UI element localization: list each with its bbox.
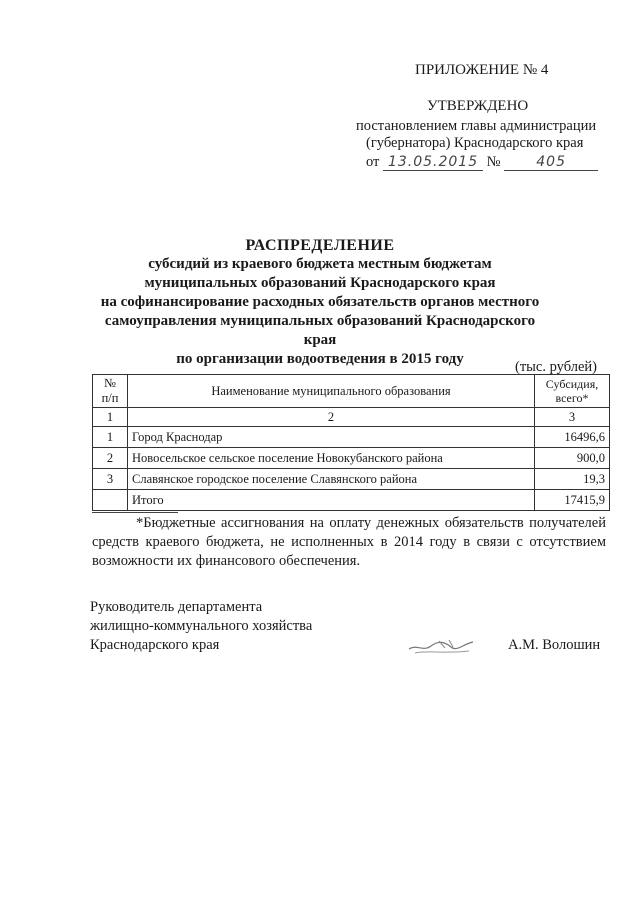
title-line-1: субсидий из краевого бюджета местным бюджетам xyxy=(148,256,492,272)
column-number: 3 xyxy=(535,408,610,427)
header-num xyxy=(93,375,128,408)
header-subsidy-line-2: всего* xyxy=(555,391,589,405)
header-num-line-2: п/п xyxy=(101,391,119,405)
title-main: РАСПРЕДЕЛЕНИЕ xyxy=(245,237,395,254)
decree-date-line xyxy=(366,154,598,171)
row-number: 1 xyxy=(93,427,128,448)
row-name: Новосельское сельское поселение Новокубанского района xyxy=(128,448,535,469)
unit-label: (тыс. рублей) xyxy=(515,359,597,375)
decree-line-1: постановлением главы администрации xyxy=(356,118,597,134)
signer-name: А.М. Волошин xyxy=(508,637,601,653)
title-line-5: по организации водоотведения в 2015 году xyxy=(176,351,464,367)
decree-date: 13.05.2015 xyxy=(383,154,483,171)
header-name: Наименование муниципального образования xyxy=(128,375,535,408)
footnote: *Бюджетные ассигнования на оплату денежных обязательств получателей средств краевого бюджета, не исполненных в 2014 году в связи с отсутствием возможности их финансового обеспечения. xyxy=(92,515,606,569)
row-name: Славянское городское поселение Славянского района xyxy=(128,469,535,490)
signatory-line-1: Руководитель департамента xyxy=(90,599,263,615)
title-line-4: самоуправления муниципальных образований Краснодарского края xyxy=(104,313,536,348)
column-number: 2 xyxy=(128,408,535,427)
subsidy-table xyxy=(92,374,610,511)
table-row xyxy=(93,427,610,448)
total-row xyxy=(93,490,610,511)
total-number xyxy=(93,490,128,511)
header-subsidy-line-1: Субсидия, xyxy=(545,377,599,391)
decree-number: 405 xyxy=(504,154,598,171)
title-line-2: муниципальных образований Краснодарского края xyxy=(144,275,496,291)
document-title xyxy=(100,236,540,369)
table-row xyxy=(93,448,610,469)
row-value: 16496,6 xyxy=(535,427,610,448)
approved-label: УТВЕРЖДЕНО xyxy=(427,98,529,114)
total-value: 17415,9 xyxy=(535,490,610,511)
header-num-line-1: № xyxy=(104,376,116,390)
handwritten-signature xyxy=(405,632,477,658)
row-number: 3 xyxy=(93,469,128,490)
row-number: 2 xyxy=(93,448,128,469)
appendix-label: ПРИЛОЖЕНИЕ № 4 xyxy=(415,62,549,78)
row-name: Город Краснодар xyxy=(128,427,535,448)
from-label: от xyxy=(366,154,380,170)
header-subsidy xyxy=(535,375,610,408)
row-value: 19,3 xyxy=(535,469,610,490)
row-value: 900,0 xyxy=(535,448,610,469)
signatory-line-3: Краснодарского края xyxy=(90,637,220,653)
column-number-row xyxy=(93,408,610,427)
decree-line-2: (губернатора) Краснодарского края xyxy=(366,135,584,151)
number-label: № xyxy=(486,154,501,170)
total-label: Итого xyxy=(128,490,535,511)
title-line-3: на софинансирование расходных обязательств органов местного xyxy=(100,294,540,310)
signatory-line-2: жилищно-коммунального хозяйства xyxy=(90,618,313,634)
footnote-divider xyxy=(92,512,178,513)
table-row xyxy=(93,469,610,490)
table-header-row xyxy=(93,375,610,408)
signatory-title xyxy=(90,598,312,655)
column-number: 1 xyxy=(93,408,128,427)
